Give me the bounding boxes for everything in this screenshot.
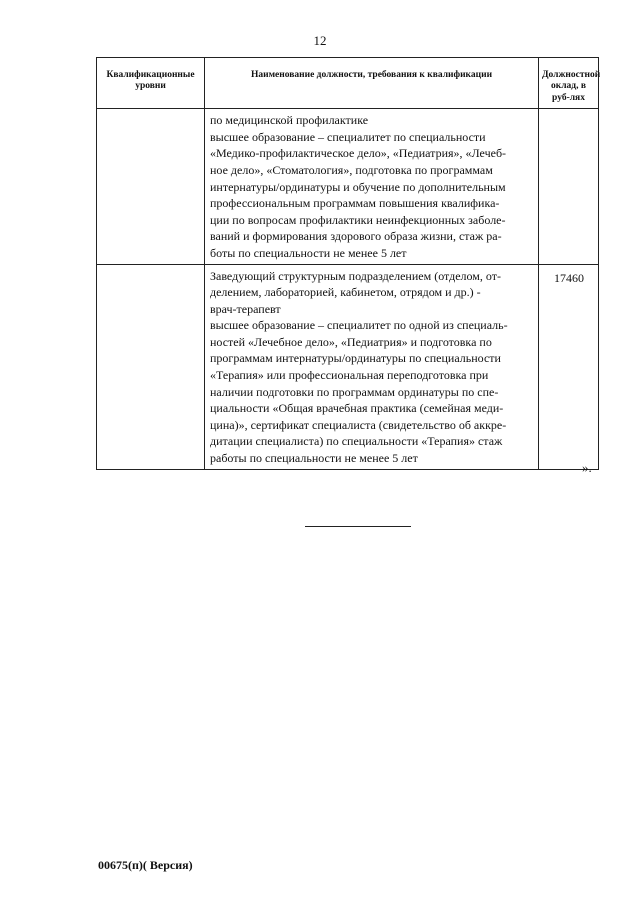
description-line: делением, лабораторией, кабинетом, отрядом и др.) - — [210, 285, 481, 300]
description-line: интернатуры/ординатуры и обучение по дополнительным — [210, 179, 506, 194]
description-line: боты по специальности не менее 5 лет — [210, 245, 407, 260]
footer-document-code: 00675(п)( Версия) — [98, 858, 193, 872]
description-line: Заведующий структурным подразделением (отделом, от- — [210, 268, 501, 283]
description-line: «Медико-профилактическое дело», «Педиатрия», «Лечеб- — [210, 146, 507, 161]
description-line: ностей «Лечебное дело», «Педиатрия» и подготовка по — [210, 334, 492, 349]
description-line: высшее образование – специалитет по специальности — [210, 129, 486, 144]
qualification-level-cell — [97, 264, 205, 469]
description-line: работы по специальности не менее 5 лет — [210, 451, 418, 466]
description-line: дитации специалиста) по специальности «Терапия» стаж — [210, 434, 503, 449]
description-line: ное дело», «Стоматология», подготовка по программам — [210, 162, 493, 177]
qualification-level-cell — [97, 109, 205, 264]
closing-quote: ». — [582, 460, 592, 475]
header-position-requirements: Наименование должности, требования к квалификации — [205, 58, 539, 109]
description-line: по медицинской профилактике — [210, 113, 369, 128]
table-row — [97, 109, 599, 264]
salary-cell — [539, 109, 599, 264]
qualification-table — [96, 57, 599, 470]
position-description-cell — [205, 109, 539, 264]
salary-cell: 17460 — [539, 264, 599, 469]
description-line: высшее образование – специалитет по одной из специаль- — [210, 318, 508, 333]
header-salary: Должностной оклад, в руб-лях — [539, 58, 599, 109]
section-divider — [305, 526, 411, 527]
description-line: программам интернатуры/ординатуры по специальности — [210, 351, 501, 366]
description-line: «Терапия» или профессиональная переподготовка при — [210, 368, 489, 383]
description-line: профессиональным программам повышения квалифика- — [210, 196, 500, 211]
description-line: ции по вопросам профилактики неинфекционных заболе- — [210, 212, 506, 227]
description-line: циальности «Общая врачебная практика (семейная меди- — [210, 401, 504, 416]
description-line: наличии подготовки по программам ординатуры по спе- — [210, 384, 499, 399]
description-line: врач-терапевт — [210, 301, 281, 316]
table-header-row — [97, 58, 599, 109]
description-line: ваний и формирования здорового образа жизни, стаж ра- — [210, 229, 502, 244]
page-number: 12 — [313, 33, 327, 48]
description-line: цина)», сертификат специалиста (свидетельство об аккре- — [210, 417, 507, 432]
header-qualification-levels: Квалификационные уровни — [97, 58, 205, 109]
table-row — [97, 264, 599, 469]
position-description-cell — [205, 264, 539, 469]
